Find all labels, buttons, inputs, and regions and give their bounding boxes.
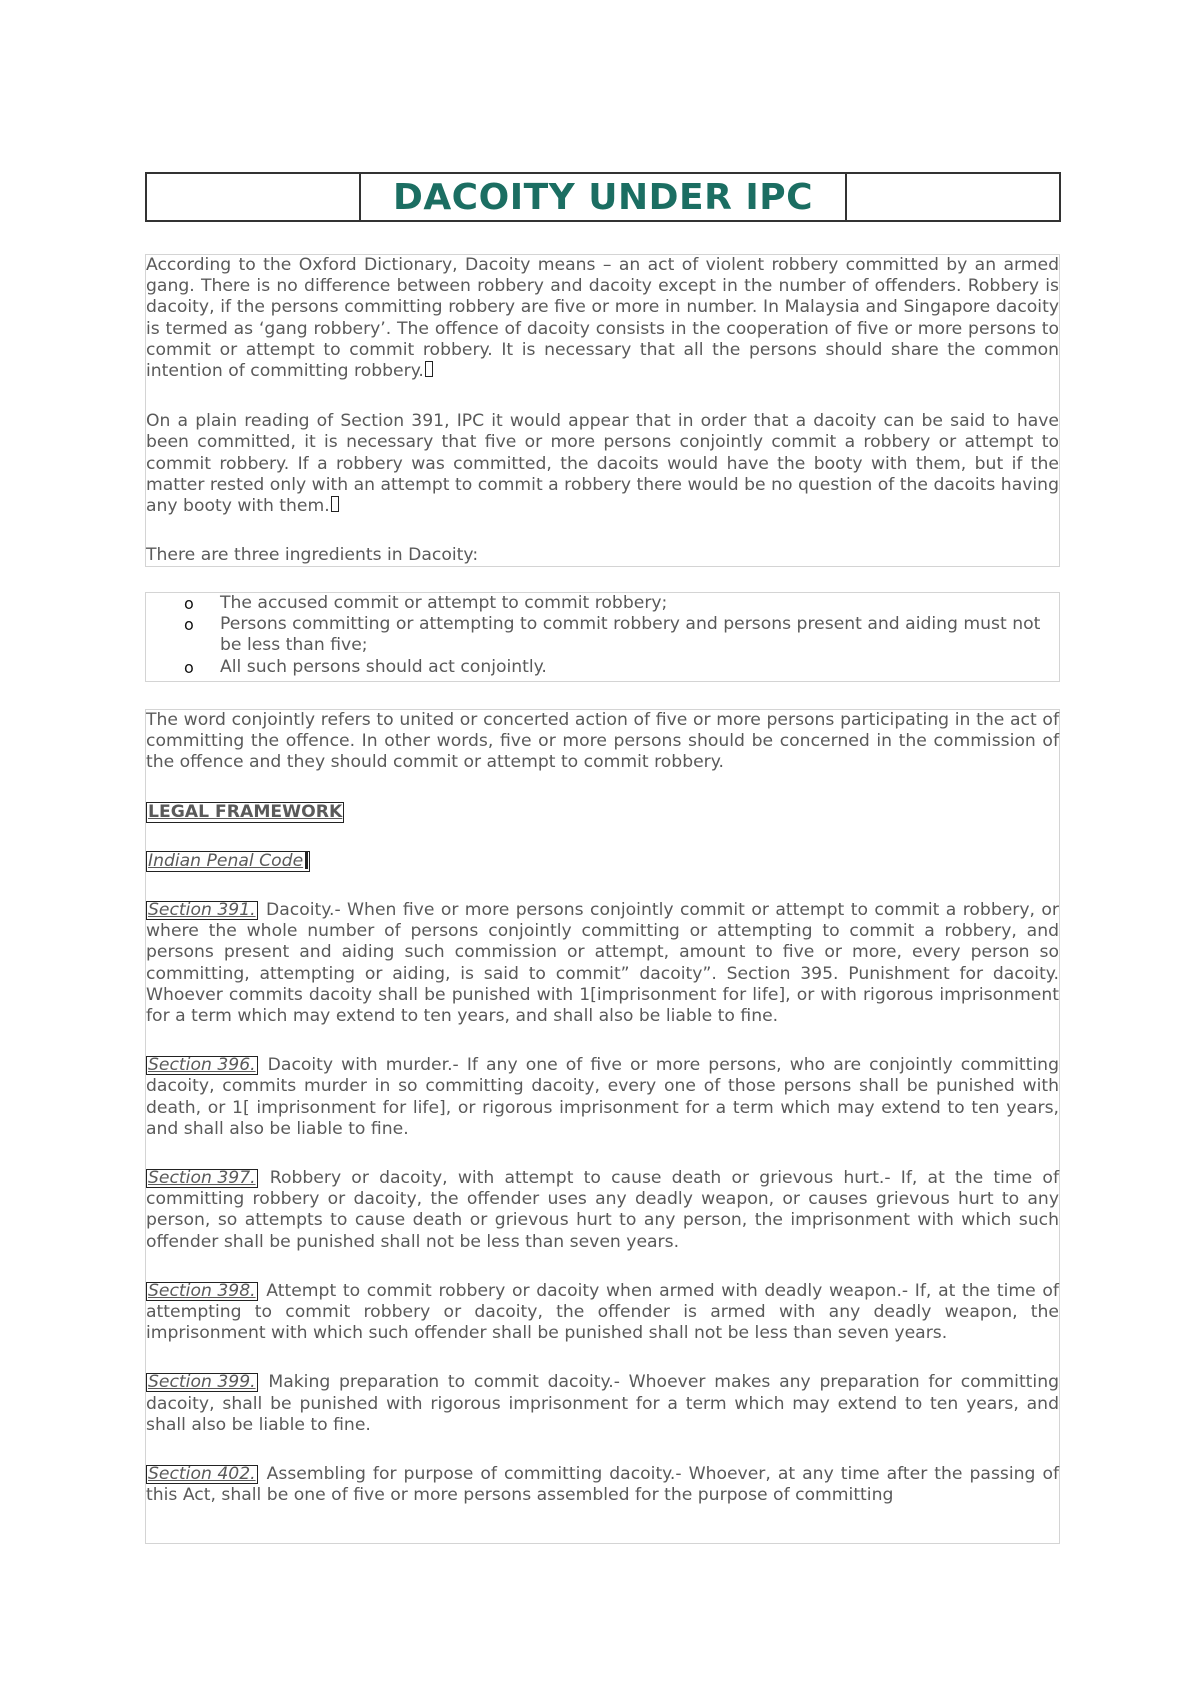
intro-paragraph-3: There are three ingredients in Dacoity: — [146, 545, 479, 566]
bullet-icon: o — [184, 615, 194, 635]
section-link[interactable]: Section 399. — [148, 1372, 256, 1393]
footnote-marker[interactable] — [425, 361, 433, 377]
section-paragraph — [146, 1464, 1059, 1506]
intro-paragraph-1 — [146, 255, 1059, 382]
section-text: Making preparation to commit dacoity.- Whoever makes any preparation for committing dacoity, shall be punished with rigorous imprisonment for a term which may extend to ten years, and shall also be liable to fine. — [146, 1372, 1060, 1435]
ipc-subheading-text: Indian Penal Code — [148, 850, 304, 871]
intro-paragraph-2 — [146, 411, 1059, 517]
list-item — [184, 593, 1059, 614]
ingredients-list — [145, 592, 1060, 682]
section-link[interactable]: Section 398. — [148, 1280, 256, 1301]
bullet-icon: o — [184, 594, 194, 613]
section-paragraph — [146, 900, 1059, 1027]
page-title: DACOITY UNDER IPC — [359, 172, 847, 222]
list-item-text: The accused commit or attempt to commit robbery; — [220, 593, 668, 613]
intro-paragraph-2-text: On a plain reading of Section 391, IPC it would appear that in order that a dacoity can be said to have been committed, it is necessary that five or more persons conjointly commit a robbery or attempt to commit robbery. If a robbery was committed, the dacoits would have the booty with them, but if the matter rested only with an attempt to commit a robbery there would be no question of the dacoits having any booty with them. — [146, 411, 1059, 517]
legal-framework-heading-row — [146, 802, 1059, 823]
section-paragraph — [146, 1372, 1059, 1436]
list-item — [184, 657, 1059, 678]
legal-framework-heading: LEGAL FRAMEWORK — [148, 801, 343, 822]
section-paragraph — [146, 1281, 1059, 1345]
list-item-text: All such persons should act conjointly. — [220, 656, 547, 677]
body-block — [145, 709, 1060, 1544]
ipc-subheading-row — [146, 851, 1059, 872]
section-link[interactable]: Section 402. — [148, 1464, 256, 1485]
section-text: Attempt to commit robbery or dacoity when armed with deadly weapon.- If, at the time of attempting to commit robbery or dacoity, the offender is armed with any deadly weapon, the imprisonment with which such offender shall be punished shall not be less than seven years. — [146, 1280, 1059, 1344]
section-paragraph — [146, 1168, 1059, 1253]
intro-block — [145, 254, 1060, 567]
section-text: Dacoity with murder.- If any one of five or more persons, who are conjointly committing dacoity, commits murder in so committing dacoity, every one of those persons shall be punished with death, or 1[ imprisonment for life], or rigorous imprisonment for a term which may extend to ten years, and shall also be liable to fine. — [146, 1055, 1059, 1139]
title-frame — [145, 172, 1061, 222]
text-cursor — [305, 852, 308, 869]
ipc-subheading[interactable] — [146, 851, 310, 872]
footnote-marker[interactable] — [331, 496, 339, 512]
section-link[interactable]: Section 397. — [148, 1168, 256, 1189]
intro-paragraph-1-text: According to the Oxford Dictionary, Dacoity means – an act of violent robbery committed by an armed gang. There is no difference between robbery and dacoity except in the number of offenders. Robbery is dacoity, if the persons committing robbery are five or more in number. In Malaysia and Singapore dacoity is termed as ‘gang robbery’. The offence of dacoity consists in the cooperation of five or more persons to commit or attempt to commit robbery. It is necessary that all the persons should share the common intention of committing robbery. — [146, 255, 1059, 382]
section-link[interactable]: Section 391. — [148, 900, 256, 921]
bullet-icon: o — [184, 657, 194, 677]
section-text: Robbery or dacoity, with attempt to cause death or grievous hurt.- If, at the time of committing robbery or dacoity, the offender uses any deadly weapon, or causes grievous hurt to any person, so attempts to cause death or grievous hurt to any person, the imprisonment with which such offender shall be punished shall not be less than seven years. — [146, 1168, 1059, 1252]
section-text: Dacoity.- When five or more persons conjointly commit or attempt to commit a robbery, or where the whole number of persons conjointly committing or attempting to commit a robbery, and persons present and aiding such commission or attempt, amount to five or more, every person so committing, attempting or aiding, is said to commit” dacoity”. Section 395. Punishment for dacoity. Whoever commits dacoity shall be punished with 1[imprisonment for life], or with rigorous imprisonment for a term which may extend to ten years, and shall also be liable to fine. — [146, 900, 1059, 1027]
conjointly-paragraph: The word conjointly refers to united or concerted action of five or more persons participating in the act of committing the offence. In other words, five or more persons should be concerned in the commission of the offence and they should commit or attempt to commit robbery. — [146, 710, 1059, 773]
section-text: Assembling for purpose of committing dacoity.- Whoever, at any time after the passing of this Act, shall be one of five or more persons assembled for the purpose of committing — [146, 1464, 1060, 1506]
section-paragraph — [146, 1055, 1059, 1140]
section-link[interactable]: Section 396. — [148, 1055, 256, 1076]
list-item — [184, 614, 1059, 656]
list-item-text: Persons committing or attempting to commit robbery and persons present and aiding must not be less than five; — [220, 614, 1041, 656]
